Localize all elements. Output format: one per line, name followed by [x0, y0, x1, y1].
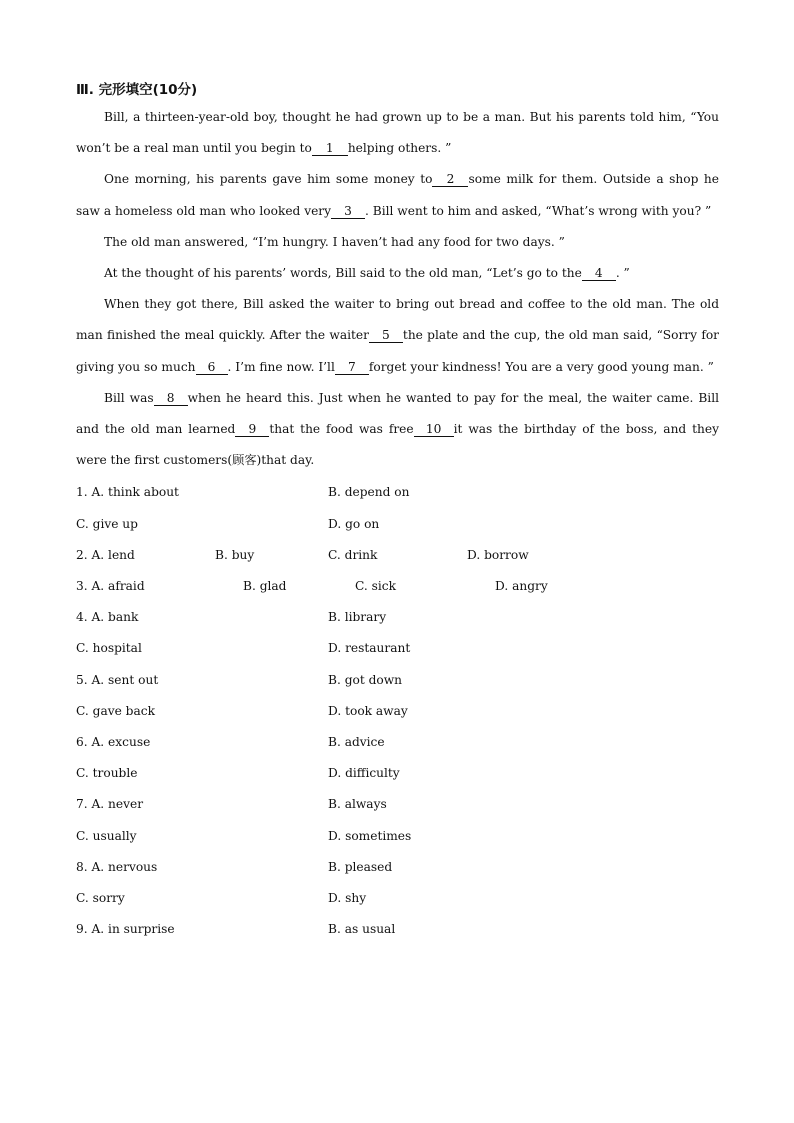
option-5b: B. got down — [328, 672, 403, 687]
question-8-options — [76, 852, 719, 883]
question-6-options — [76, 758, 719, 789]
option-5c: C. gave back — [76, 703, 155, 718]
option-1a: 1. A. think about — [76, 485, 179, 500]
question-6-options — [76, 727, 719, 758]
passage-paragraph-6 — [76, 383, 719, 477]
option-1c: C. give up — [76, 516, 138, 531]
passage-text: that the food was free — [269, 422, 414, 437]
option-5a: 5. A. sent out — [76, 672, 159, 687]
option-2d: D. borrow — [467, 547, 529, 562]
option-7d: D. sometimes — [328, 828, 412, 843]
question-2-options — [76, 540, 719, 571]
option-9a: 9. A. in surprise — [76, 922, 175, 937]
passage-text: . ” — [615, 266, 630, 281]
option-2c: C. drink — [328, 547, 378, 562]
passage-text: it was the birthday of the boss, and they were the first customers(顾客)that day. — [76, 422, 719, 468]
option-9b: B. as usual — [328, 922, 396, 937]
passage-paragraph-4 — [76, 258, 719, 289]
option-3d: D. angry — [495, 579, 548, 593]
option-1d: D. go on — [328, 516, 380, 531]
answer-blank-7: 7 — [335, 360, 369, 375]
passage-paragraph-3: The old man answered, “I’m hungry. I haven’t had any food for two days. ” — [104, 234, 565, 249]
question-9-options — [76, 914, 719, 945]
answer-blank-9: 9 — [235, 422, 269, 437]
option-2b: B. buy — [215, 547, 255, 562]
passage-text: . Bill went to him and asked, “What’s wrong with you? ” — [365, 203, 712, 218]
option-4d: D. restaurant — [328, 641, 411, 656]
answer-blank-1: 1 — [312, 141, 348, 156]
question-1-options — [76, 477, 719, 508]
exam-page — [76, 78, 719, 945]
passage-text: At the thought of his parents’ words, Bill said to the old man, “Let’s go to the — [104, 266, 582, 281]
passage-text: When they got there, Bill asked the waiter to bring out bread and coffee to the old man. The old man finished the meal quickly. After the waiter — [76, 297, 719, 343]
passage-text: the plate and the cup, the old man said, “Sorry for giving you so much — [76, 328, 719, 374]
question-7-options — [76, 789, 719, 820]
option-8b: B. pleased — [328, 859, 393, 874]
answer-blank-3: 3 — [331, 204, 365, 219]
option-7b: B. always — [328, 797, 387, 812]
cloze-passage — [76, 102, 719, 476]
option-6c: C. trouble — [76, 766, 138, 781]
passage-text: Bill, a thirteen-year-old boy, thought he had grown up to be a man. But his parents told him, “You won’t be a real man until you begin to — [76, 110, 719, 156]
passage-paragraph-1 — [76, 102, 719, 164]
option-2a: 2. A. lend — [76, 547, 135, 562]
option-4c: C. hospital — [76, 641, 142, 656]
question-7-options — [76, 821, 719, 852]
option-4a: 4. A. bank — [76, 610, 139, 625]
passage-paragraph-2 — [76, 164, 719, 226]
section-title: Ⅲ. 完形填空(10分) — [76, 82, 198, 98]
option-8a: 8. A. nervous — [76, 859, 158, 874]
answer-blank-5: 5 — [369, 328, 403, 343]
question-8-options — [76, 883, 719, 914]
passage-paragraph-5 — [76, 289, 719, 383]
option-7a: 7. A. never — [76, 797, 144, 812]
question-5-options — [76, 665, 719, 696]
question-4-options — [76, 602, 719, 633]
answer-blank-8: 8 — [154, 391, 188, 406]
option-5d: D. took away — [328, 703, 408, 718]
option-6b: B. advice — [328, 734, 385, 749]
answer-options — [76, 477, 719, 945]
option-7c: C. usually — [76, 828, 137, 843]
option-3a: 3. A. afraid — [76, 579, 145, 593]
passage-text: forget your kindness! You are a very good young man. ” — [368, 359, 714, 374]
option-3c: C. sick — [355, 579, 397, 593]
option-1b: B. depend on — [328, 485, 410, 500]
answer-blank-4: 4 — [582, 266, 616, 281]
question-3-options — [76, 571, 719, 602]
option-4b: B. library — [328, 610, 387, 625]
passage-text: . I’m fine now. I’ll — [227, 359, 335, 374]
question-5-options — [76, 696, 719, 727]
option-6a: 6. A. excuse — [76, 734, 151, 749]
question-4-options — [76, 633, 719, 664]
answer-blank-2: 2 — [432, 172, 468, 187]
passage-text: helping others. ” — [347, 141, 452, 156]
passage-text: Bill was — [104, 390, 154, 405]
option-8c: C. sorry — [76, 890, 125, 905]
option-8d: D. shy — [328, 890, 367, 905]
passage-text: some milk for them. Outside a shop he saw a homeless old man who looked very — [76, 172, 719, 218]
option-3b: B. glad — [243, 579, 287, 593]
passage-text: One morning, his parents gave him some money to — [104, 172, 433, 187]
answer-blank-6: 6 — [196, 360, 228, 375]
question-1-options — [76, 509, 719, 540]
answer-blank-10: 10 — [414, 422, 454, 437]
option-6d: D. difficulty — [328, 766, 400, 781]
passage-text: when he heard this. Just when he wanted to pay for the meal, the waiter came. Bill and the old man learned — [76, 390, 719, 437]
